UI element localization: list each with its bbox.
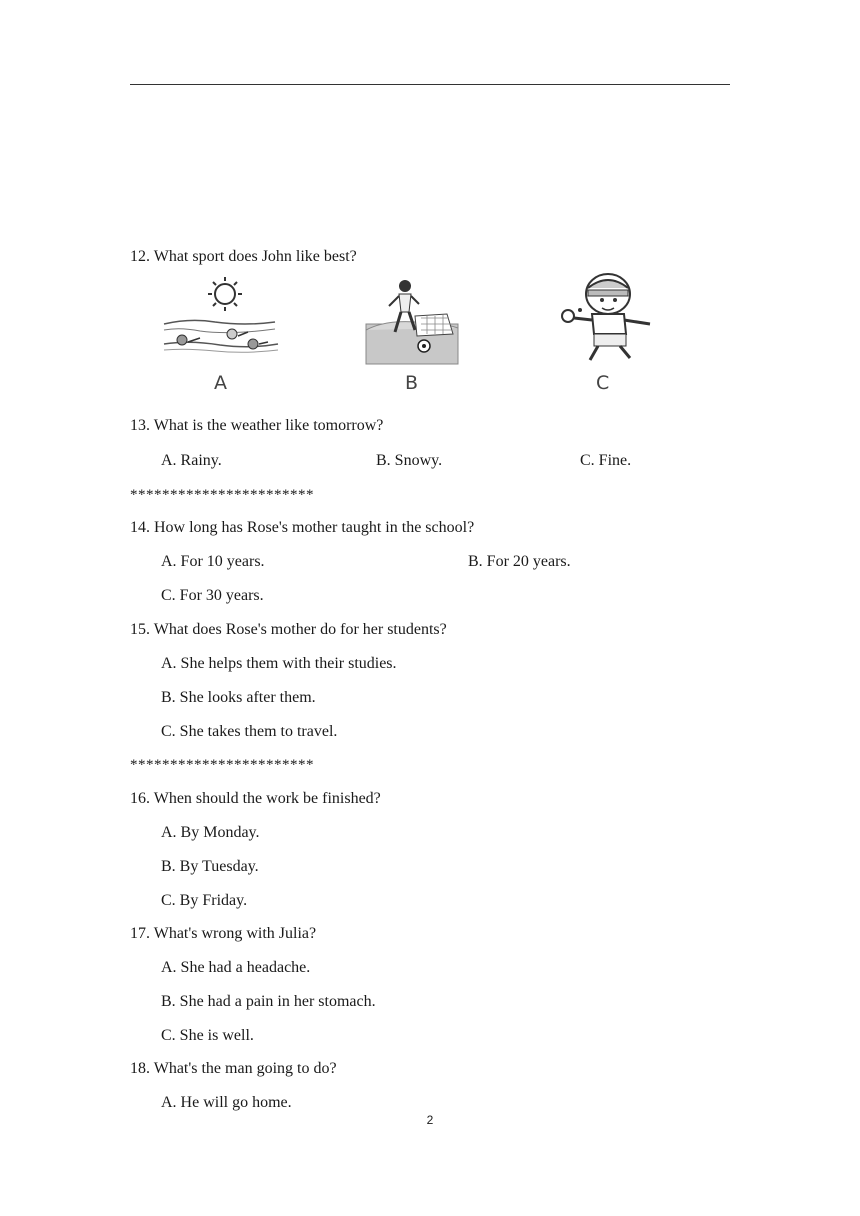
option-17-a: A. She had a headache. <box>161 959 311 976</box>
picture-label-a: A <box>214 372 227 394</box>
option-16-c: C. By Friday. <box>161 892 248 909</box>
section-separator: *********************** <box>130 757 314 773</box>
option-17-b: B. She had a pain in her stomach. <box>161 993 376 1010</box>
option-15-b: B. She looks after them. <box>161 689 316 706</box>
picture-label-b: B <box>405 372 419 394</box>
question-14: 14. How long has Rose's mother taught in the school? <box>130 519 475 536</box>
question-17: 17. What's wrong with Julia? <box>130 925 317 942</box>
swimming-picture <box>160 272 280 364</box>
question-15: 15. What does Rose's mother do for her students? <box>130 621 447 638</box>
option-14-a: A. For 10 years. <box>161 553 265 570</box>
option-14-b: B. For 20 years. <box>468 553 571 570</box>
option-14-c: C. For 30 years. <box>161 587 264 604</box>
picture-label-c: C <box>596 372 610 394</box>
football-picture <box>365 272 460 366</box>
option-13-a: A. Rainy. <box>161 452 222 469</box>
page-number: 2 <box>426 1113 434 1127</box>
question-12: 12. What sport does John like best? <box>130 248 357 265</box>
question-13: 13. What is the weather like tomorrow? <box>130 417 384 434</box>
option-17-c: C. She is well. <box>161 1027 254 1044</box>
section-separator: *********************** <box>130 487 314 503</box>
option-15-a: A. She helps them with their studies. <box>161 655 397 672</box>
header-rule <box>130 84 730 85</box>
table-tennis-picture <box>560 272 660 366</box>
option-16-a: A. By Monday. <box>161 824 260 841</box>
option-15-c: C. She takes them to travel. <box>161 723 338 740</box>
option-13-c: C. Fine. <box>580 452 632 469</box>
option-16-b: B. By Tuesday. <box>161 858 259 875</box>
question-18: 18. What's the man going to do? <box>130 1060 337 1077</box>
option-13-b: B. Snowy. <box>376 452 443 469</box>
option-18-a: A. He will go home. <box>161 1094 292 1111</box>
question-16: 16. When should the work be finished? <box>130 790 381 807</box>
